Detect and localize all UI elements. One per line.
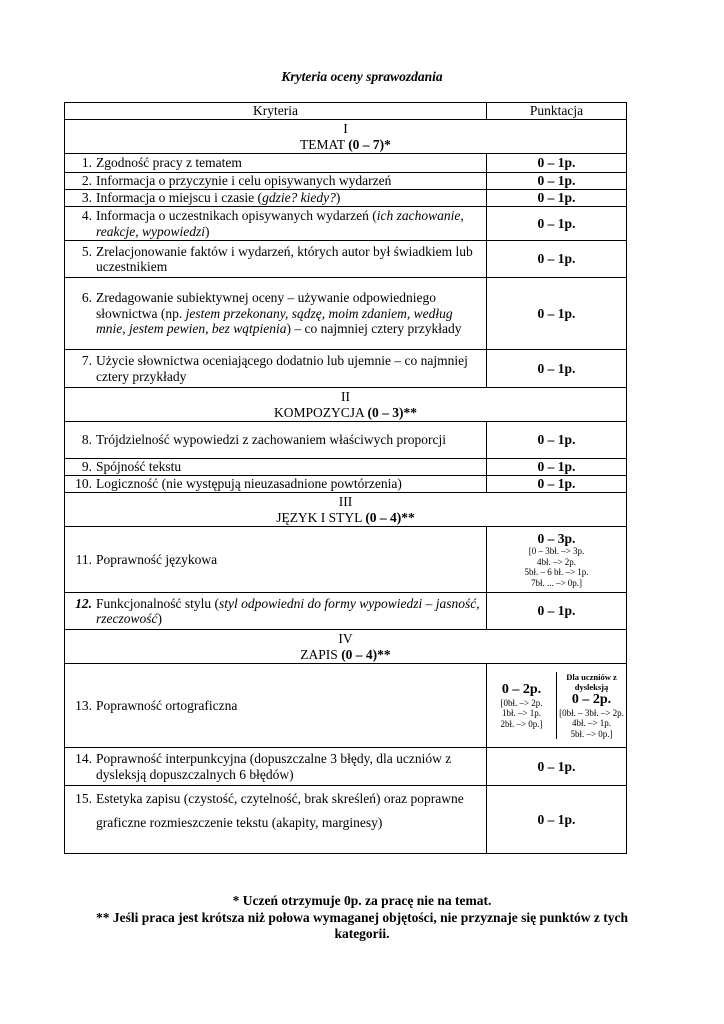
page-title: Kryteria oceny sprawozdania [281, 69, 443, 84]
item-text: Poprawność językowa [96, 551, 218, 567]
item-text-end: ) – co najmniej cztery przykłady [286, 321, 462, 337]
section-range: (0 – 4)** [341, 646, 391, 662]
item-number: 1. [81, 155, 92, 171]
standard-points-cell [487, 672, 557, 739]
table-row [65, 173, 627, 190]
table-row [65, 422, 627, 459]
dyslexia-breakdown-line: [0bł. – 3bł. –> 2p. [559, 707, 624, 718]
section-row [65, 493, 627, 527]
item-text: Trójdzielność wypowiedzi z zachowaniem właściwych proporcji [96, 432, 447, 448]
item-number: 11. [75, 551, 92, 567]
item-points: 0 – 1p. [487, 476, 627, 493]
item-points: 0 – 2p. [501, 682, 542, 697]
table-row [65, 664, 627, 748]
item-points: 0 – 1p. [487, 350, 627, 388]
points-breakdown-line: 7bł. ... –> 0p.] [530, 577, 583, 588]
dyslexia-points: 0 – 2p. [571, 692, 612, 707]
section-name: ZAPIS [300, 646, 342, 662]
item-number: 4. [81, 208, 92, 223]
item-number: 9. [81, 459, 92, 475]
table-row [65, 207, 627, 241]
item-text: Zrelacjonowanie faktów i wydarzeń, których autor był świadkiem lub uczestnikiem [96, 243, 473, 274]
table-row [65, 459, 627, 476]
item-text: Poprawność interpunkcyjna (dopuszczalne 3 błędy, dla uczniów z dysleksją dopuszczalnych 6 błędów) [96, 751, 452, 782]
points-breakdown-line: 5bł. – 6 bł. –> 1p. [524, 567, 589, 578]
item-points: 0 – 1p. [487, 786, 627, 854]
item-text: Informacja o miejscu i czasie ( [96, 190, 263, 206]
item-text: Poprawność ortograficzna [96, 697, 238, 713]
section-roman: IV [338, 631, 353, 646]
item-points: 0 – 1p. [487, 459, 627, 476]
item-points: 0 – 1p. [487, 593, 627, 630]
item-number: 15. [75, 791, 92, 806]
points-header: Punktacja [487, 103, 627, 120]
item-text-end: ) [157, 611, 162, 626]
item-number: 3. [81, 190, 92, 206]
item-number: 5. [81, 243, 92, 259]
table-row [65, 593, 627, 630]
points-breakdown-line: [0bł. –> 2p. [500, 697, 543, 708]
item-text-end: ) [335, 190, 341, 206]
item-number: 6. [81, 290, 92, 306]
footnote-off-topic: * Uczeń otrzymuje 0p. za pracę nie na temat. [232, 893, 492, 908]
table-row [65, 154, 627, 173]
item-text-end: ) [204, 223, 210, 239]
section-row [65, 630, 627, 664]
table-row [65, 476, 627, 493]
dyslexia-label: Dla uczniów z dysleksją [566, 672, 617, 692]
item-points: 0 – 1p. [487, 241, 627, 278]
item-points: 0 – 3p. [537, 530, 576, 546]
item-number: 14. [75, 751, 92, 766]
item-number: 7. [81, 353, 92, 368]
section-range: (0 – 3)** [367, 404, 417, 420]
item-points: 0 – 1p. [487, 154, 627, 173]
item-text: Spójność tekstu [96, 459, 182, 475]
criteria-table [64, 102, 627, 854]
table-row [65, 786, 627, 854]
points-breakdown-line: [0 – 3bł. –> 3p. [528, 546, 585, 557]
section-range: (0 – 7)* [348, 136, 391, 152]
footnote-length: ** Jeśli praca jest krótsza niż połowa wymaganej objętości, nie przyznaje się punktów z tych kategorii. [95, 910, 629, 941]
item-points: 0 – 1p. [487, 278, 627, 350]
item-number: 12. [75, 595, 92, 611]
item-number: 8. [81, 432, 92, 448]
item-points: 0 – 1p. [487, 422, 627, 459]
item-points: 0 – 1p. [487, 173, 627, 190]
section-roman: II [341, 389, 350, 404]
dyslexia-points-cell [557, 672, 626, 739]
table-row [65, 278, 627, 350]
section-name: TEMAT [300, 136, 349, 152]
section-roman: I [343, 121, 348, 136]
item-text-italic: jestem przekonany, sądzę, moim zdaniem, według mnie, jestem pewien, bez wątpienia [96, 305, 453, 337]
points-breakdown-line: 2bł. –> 0p.] [500, 718, 543, 729]
item-text: Logiczność (nie występują nieuzasadnione powtórzenia) [96, 476, 402, 492]
dyslexia-breakdown-line: 4bł. –> 1p. [571, 718, 612, 728]
item-text: Zredagowanie subiektywnej oceny – używanie odpowiedniego słownictwa (np. [96, 290, 437, 321]
table-row [65, 241, 627, 278]
table-header-row [65, 103, 627, 120]
dyslexia-breakdown-line: 5bł. –> 0p.] [570, 728, 613, 739]
section-row [65, 388, 627, 422]
item-text-italic: gdzie? kiedy? [262, 190, 336, 206]
criteria-header: Kryteria [65, 103, 487, 120]
item-points: 0 – 1p. [487, 207, 627, 241]
item-text: Informacja o przyczynie i celu opisywanych wydarzeń [96, 173, 392, 189]
item-text-italic: styl odpowiedni do formy wypowiedzi – jasność, rzeczowość [96, 595, 480, 626]
item-points: 0 – 1p. [487, 190, 627, 207]
section-row [65, 120, 627, 154]
table-row [65, 527, 627, 593]
section-name: JĘZYK I STYL [276, 509, 366, 525]
item-text: Estetyka zapisu (czystość, czytelność, brak skreśleń) oraz poprawne graficzne rozmieszczenie tekstu (akapity, marginesy) [96, 791, 464, 830]
points-breakdown-line: 4bł. –> 2p. [536, 556, 577, 567]
table-row [65, 748, 627, 786]
section-name: KOMPOZYCJA [274, 404, 368, 420]
table-row [65, 190, 627, 207]
section-range: (0 – 4)** [365, 509, 415, 525]
section-roman: III [338, 494, 353, 509]
points-breakdown-line: 1bł. –> 1p. [501, 708, 542, 718]
item-text-italic: ich zachowanie, reakcje, wypowiedzi [96, 208, 464, 239]
item-text: Informacja o uczestnikach opisywanych wydarzeń ( [96, 208, 377, 223]
item-points: 0 – 1p. [487, 748, 627, 786]
item-text: Funkcjonalność stylu ( [96, 595, 219, 611]
item-number: 13. [75, 697, 92, 713]
table-row [65, 350, 627, 388]
item-text: Użycie słownictwa oceniającego dodatnio lub ujemnie – co najmniej cztery przykłady [96, 353, 468, 384]
item-number: 10. [75, 476, 92, 492]
item-text: Zgodność pracy z tematem [96, 155, 242, 171]
item-number: 2. [81, 173, 92, 189]
